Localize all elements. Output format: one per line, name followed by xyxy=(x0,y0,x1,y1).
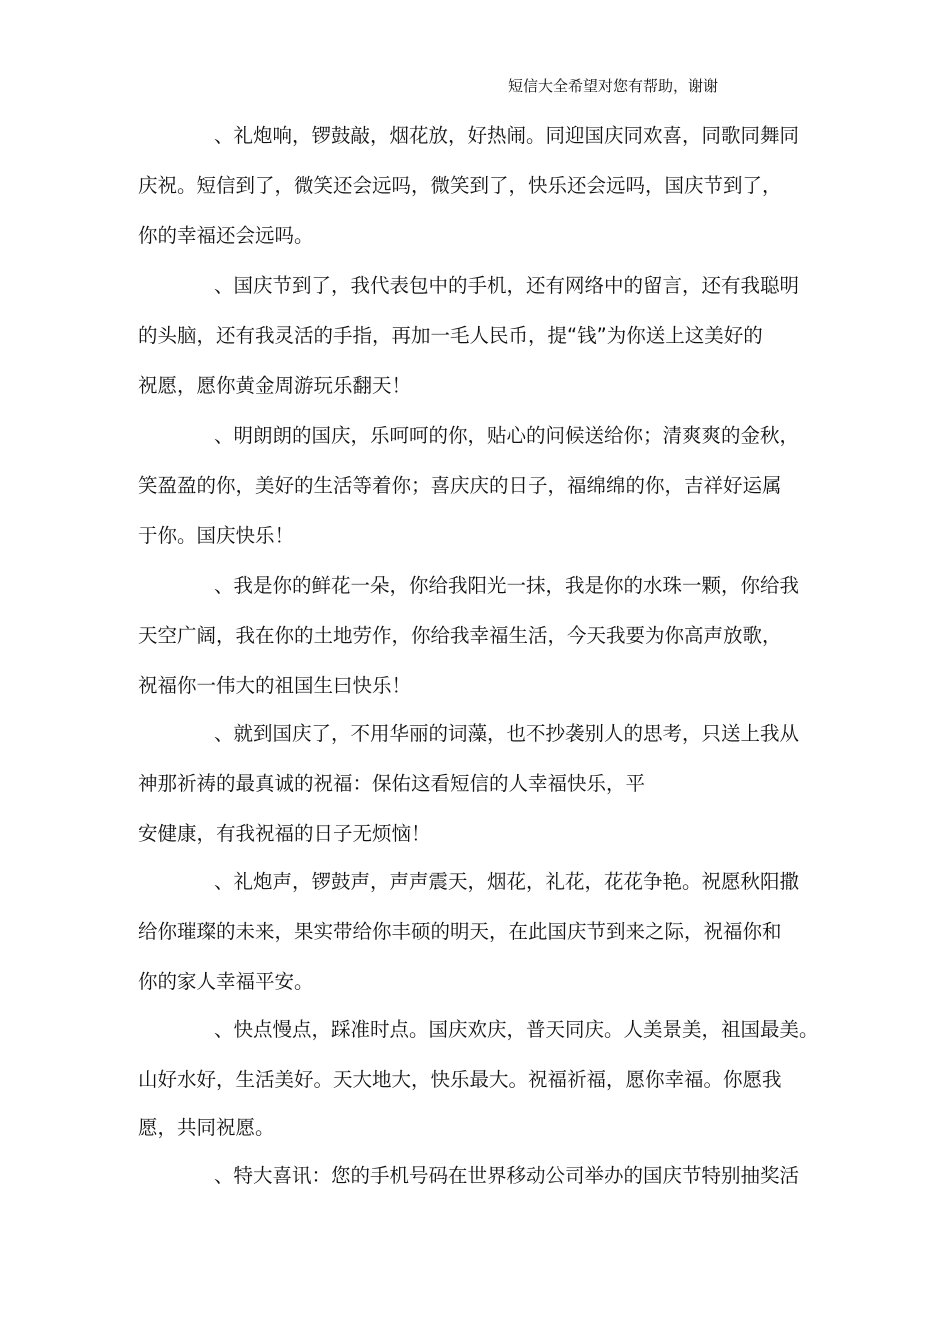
paragraph-line: 安健康，有我祝福的日子无烦恼！ xyxy=(138,822,431,845)
paragraph-line: 笑盈盈的你，美好的生活等着你；喜庆庆的日子，福绵绵的你，吉祥好运属 xyxy=(138,474,782,497)
paragraph-line: 山好水好，生活美好。天大地大，快乐最大。祝福祈福，愿你幸福。你愿我 xyxy=(138,1068,782,1091)
paragraph-line: 的头脑，还有我灵活的手指，再加一毛人民币，提“钱”为你送上这美好的 xyxy=(138,324,763,347)
paragraph-line: 你的家人幸福平安。 xyxy=(138,970,314,993)
paragraph-line: 祝福你一伟大的祖国生曰快乐！ xyxy=(138,674,412,697)
paragraph-line: 、礼炮响，锣鼓敲，烟花放，好热闹。同迎国庆同欢喜，同歌同舞同 xyxy=(214,124,800,147)
page-header: 短信大全希望对您有帮助，谢谢 xyxy=(508,77,719,95)
paragraph-line: 、我是你的鲜花一朵，你给我阳光一抹，我是你的水珠一颗，你给我 xyxy=(214,574,800,597)
paragraph-line: 、礼炮声，锣鼓声，声声震天，烟花，礼花，花花争艳。祝愿秋阳撒 xyxy=(214,870,800,893)
paragraph-line: 、快点慢点，踩准时点。国庆欢庆，普天同庆。人美景美，祖国最美。 xyxy=(214,1018,819,1041)
paragraph-line: 、就到国庆了，不用华丽的词藻，也不抄袭别人的思考，只送上我从 xyxy=(214,722,800,745)
paragraph-line: 愿，共同祝愿。 xyxy=(138,1116,275,1139)
paragraph-line: 庆祝。短信到了，微笑还会远吗，微笑到了，快乐还会远吗，国庆节到了， xyxy=(138,174,782,197)
paragraph-line: 祝愿，愿你黄金周游玩乐翻天！ xyxy=(138,374,412,397)
paragraph-line: 给你璀璨的未来，果实带给你丰硕的明天，在此国庆节到来之际，祝福你和 xyxy=(138,920,782,943)
paragraph-line: 神那祈祷的最真诚的祝福：保佑这看短信的人幸福快乐，平 xyxy=(138,772,646,795)
paragraph-line: 、特大喜讯：您的手机号码在世界移动公司举办的国庆节特别抽奖活 xyxy=(214,1164,800,1187)
paragraph-line: 于你。国庆快乐！ xyxy=(138,524,295,547)
paragraph-line: 天空广阔，我在你的土地劳作，你给我幸福生活，今天我要为你高声放歌， xyxy=(138,624,782,647)
paragraph-line: 、国庆节到了，我代表包中的手机，还有网络中的留言，还有我聪明 xyxy=(214,274,800,297)
paragraph-line: 、明朗朗的国庆，乐呵呵的你，贴心的问候送给你；清爽爽的金秋， xyxy=(214,424,800,447)
paragraph-line: 你的幸福还会远吗。 xyxy=(138,224,314,247)
